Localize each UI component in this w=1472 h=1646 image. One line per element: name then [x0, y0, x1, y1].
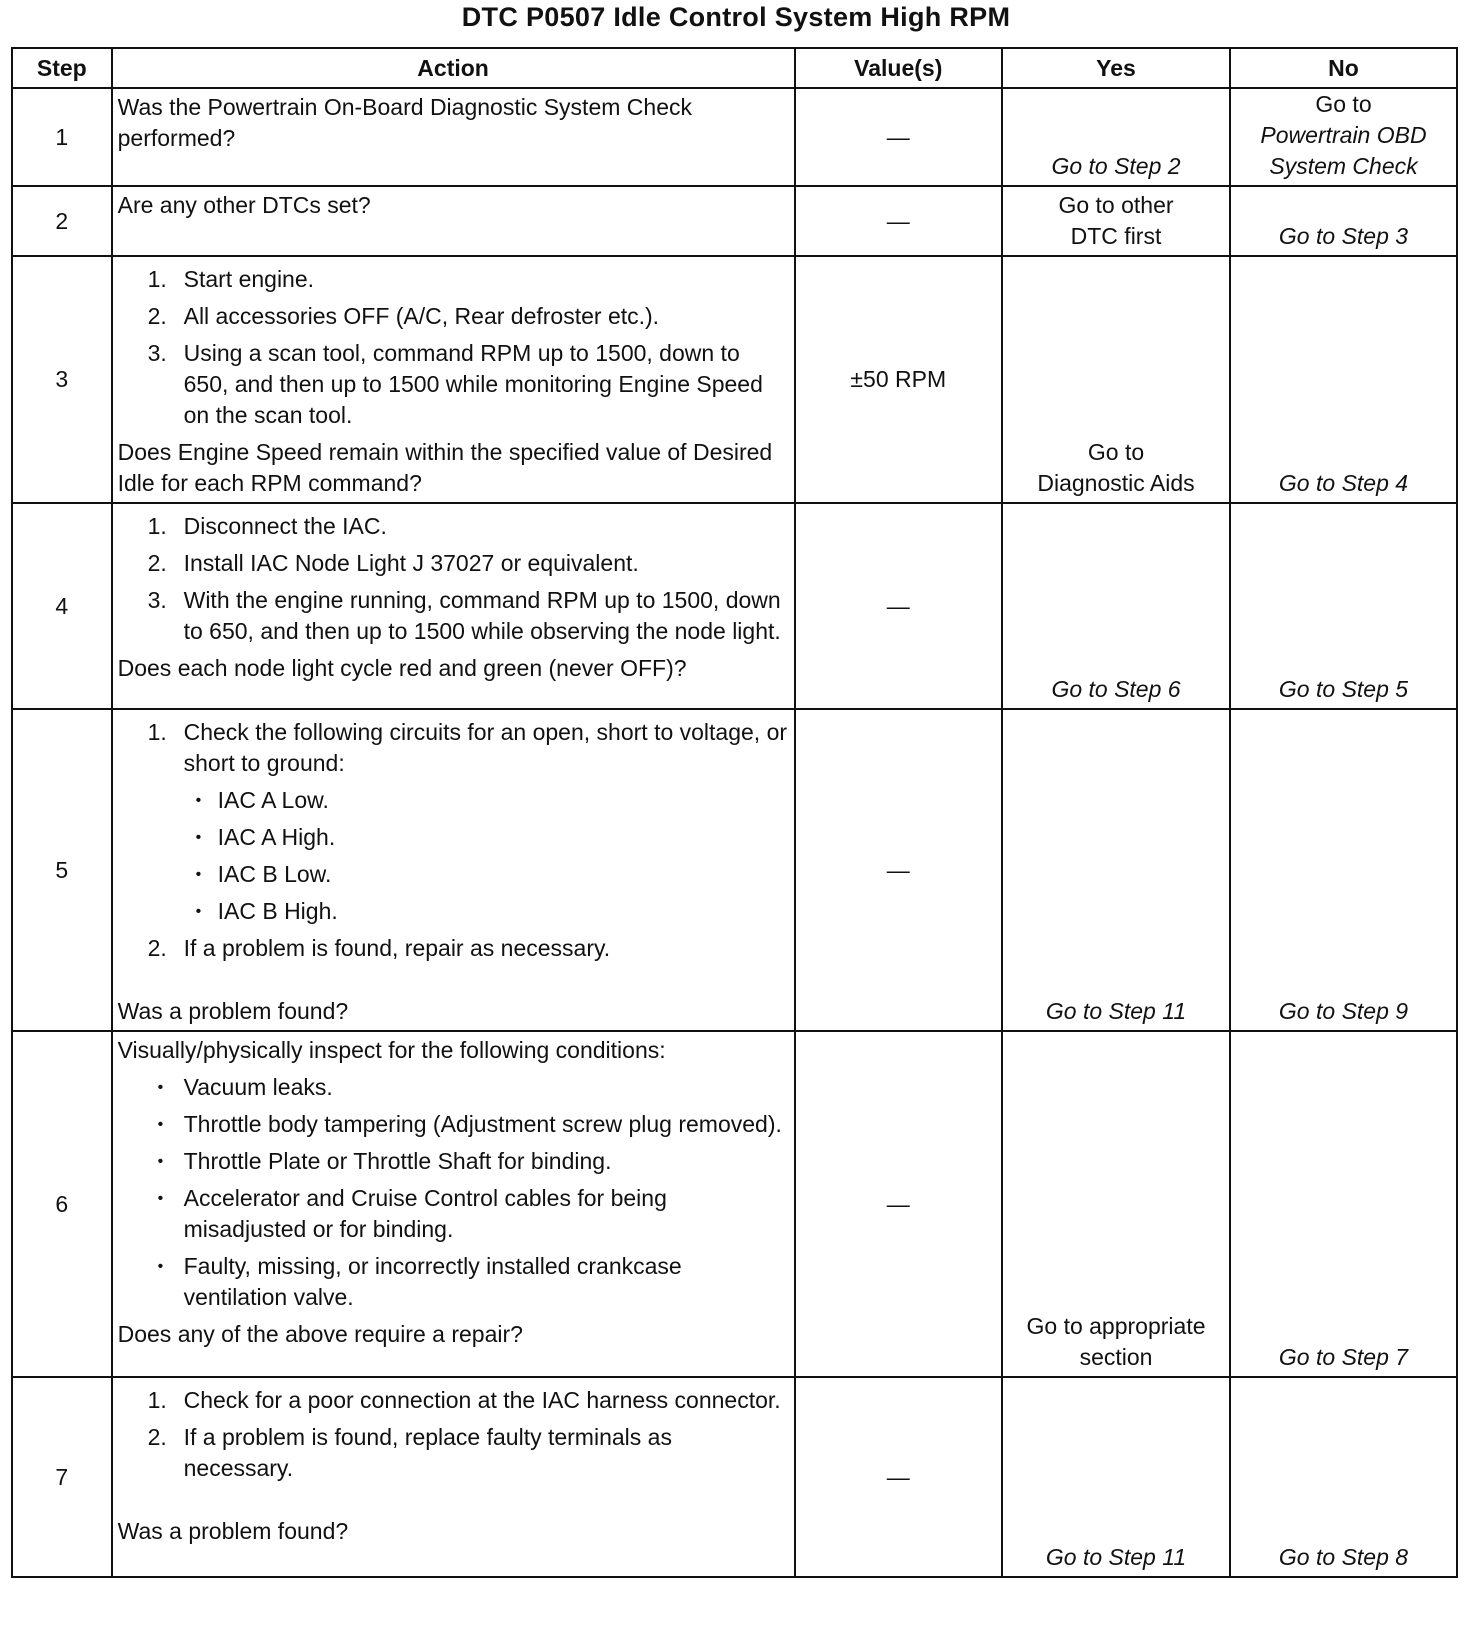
- yes-cell: Go to Step 6: [1002, 503, 1230, 709]
- action-cell: [112, 186, 795, 256]
- no-cell: Go to Step 7: [1230, 1031, 1457, 1377]
- table-row: [12, 1377, 1457, 1577]
- list-item: 3. With the engine running, command RPM up to 1500, down to 650, and then up to 1500 while observing the node light.: [147, 587, 781, 644]
- diagnostic-table: [11, 47, 1458, 1578]
- no-cell: Go to Step 3: [1230, 186, 1457, 256]
- list-item: 2. If a problem is found, repair as necessary.: [147, 935, 611, 961]
- table-row: [12, 1031, 1457, 1377]
- list-item: • Throttle Plate or Throttle Shaft for binding.: [118, 1146, 788, 1177]
- condition-list: [118, 1072, 788, 1313]
- no-cell: Go to Step 4: [1230, 256, 1457, 503]
- table-row: [12, 186, 1457, 256]
- action-intro: Visually/physically inspect for the following conditions:: [117, 1037, 666, 1063]
- step-number: 1: [12, 88, 112, 186]
- list-item: • IAC B Low.: [118, 859, 788, 890]
- value-cell: —: [795, 503, 1002, 709]
- value-cell: —: [795, 88, 1002, 186]
- step-number: 4: [12, 503, 112, 709]
- value-cell: —: [795, 186, 1002, 256]
- yes-text: Go to appropriate: [1026, 1313, 1206, 1339]
- table-row: [12, 88, 1457, 186]
- numbered-list: [118, 511, 788, 647]
- numbered-list: [118, 1385, 788, 1484]
- list-item: • Throttle body tampering (Adjustment screw plug removed).: [118, 1109, 788, 1140]
- no-text: Powertrain OBD: [1260, 122, 1427, 148]
- action-cell: [112, 709, 795, 1031]
- list-item: • IAC A High.: [118, 822, 788, 853]
- circuit-list: [118, 785, 788, 927]
- list-item: 1. Check for a poor connection at the IAC harness connector.: [147, 1387, 781, 1413]
- action-question: Are any other DTCs set?: [117, 192, 371, 218]
- list-item: 3. Using a scan tool, command RPM up to 1500, down to 650, and then up to 1500 while monitoring Engine Speed on the scan tool.: [147, 340, 763, 428]
- header-yes: Yes: [1002, 48, 1230, 88]
- page-title: DTC P0507 Idle Control System High RPM: [461, 2, 1011, 32]
- yes-text: Go to: [1087, 439, 1145, 465]
- list-item: • Faulty, missing, or incorrectly installed crankcase ventilation valve.: [118, 1251, 788, 1313]
- yes-cell: [1002, 256, 1230, 503]
- list-item: 1. Disconnect the IAC.: [147, 513, 387, 539]
- header-row: [12, 48, 1457, 88]
- no-cell: Go to Step 8: [1230, 1377, 1457, 1577]
- table-row: [12, 256, 1457, 503]
- yes-text: DTC first: [1070, 223, 1162, 249]
- list-item: • IAC B High.: [118, 896, 788, 927]
- list-item: 2. If a problem is found, replace faulty terminals as necessary.: [147, 1424, 672, 1481]
- yes-text: Go to other: [1058, 192, 1174, 218]
- value-cell: —: [795, 709, 1002, 1031]
- step-number: 6: [12, 1031, 112, 1377]
- action-question: Does any of the above require a repair?: [117, 1321, 523, 1347]
- no-text: Go to: [1315, 91, 1372, 117]
- action-cell: [112, 1377, 795, 1577]
- no-cell: Go to Step 5: [1230, 503, 1457, 709]
- action-question: Was the Powertrain On-Board Diagnostic System Check performed?: [117, 94, 692, 151]
- yes-cell: Go to Step 11: [1002, 709, 1230, 1031]
- action-cell: [112, 1031, 795, 1377]
- yes-text: Diagnostic Aids: [1037, 470, 1195, 496]
- yes-cell: [1002, 186, 1230, 256]
- action-cell: [112, 503, 795, 709]
- header-step: Step: [12, 48, 112, 88]
- action-cell: [112, 88, 795, 186]
- yes-cell: [1002, 1031, 1230, 1377]
- action-question: Does Engine Speed remain within the specified value of Desired Idle for each RPM command?: [117, 439, 773, 496]
- list-item: • IAC A Low.: [118, 785, 788, 816]
- no-cell: Go to Step 9: [1230, 709, 1457, 1031]
- no-cell: [1230, 88, 1457, 186]
- step-number: 2: [12, 186, 112, 256]
- list-item: • Accelerator and Cruise Control cables for being misadjusted or for binding.: [118, 1183, 788, 1245]
- list-item: 2. All accessories OFF (A/C, Rear defroster etc.).: [147, 303, 660, 329]
- step-number: 7: [12, 1377, 112, 1577]
- numbered-list: [118, 717, 788, 964]
- list-item: • Vacuum leaks.: [118, 1072, 788, 1103]
- action-question: Does each node light cycle red and green (never OFF)?: [117, 655, 687, 681]
- header-action: Action: [112, 48, 795, 88]
- list-item: 1. Check the following circuits for an open, short to voltage, or short to ground: • IAC A Low. • IAC A High. • IAC B Low. • IAC B High.: [118, 717, 788, 927]
- numbered-list: [118, 264, 788, 431]
- yes-text: section: [1079, 1344, 1153, 1370]
- no-text: System Check: [1269, 153, 1418, 179]
- step-number: 3: [12, 256, 112, 503]
- value-cell: ±50 RPM: [795, 256, 1002, 503]
- header-no: No: [1230, 48, 1457, 88]
- table-row: [12, 709, 1457, 1031]
- value-cell: —: [795, 1377, 1002, 1577]
- action-question: Was a problem found?: [117, 998, 349, 1024]
- step-number: 5: [12, 709, 112, 1031]
- action-question: Was a problem found?: [117, 1518, 349, 1544]
- table-row: [12, 503, 1457, 709]
- value-cell: —: [795, 1031, 1002, 1377]
- list-item: 1. Start engine.: [147, 266, 315, 292]
- yes-cell: Go to Step 11: [1002, 1377, 1230, 1577]
- list-item: 2. Install IAC Node Light J 37027 or equivalent.: [147, 550, 639, 576]
- header-values: Value(s): [795, 48, 1002, 88]
- yes-cell: Go to Step 2: [1002, 88, 1230, 186]
- action-cell: [112, 256, 795, 503]
